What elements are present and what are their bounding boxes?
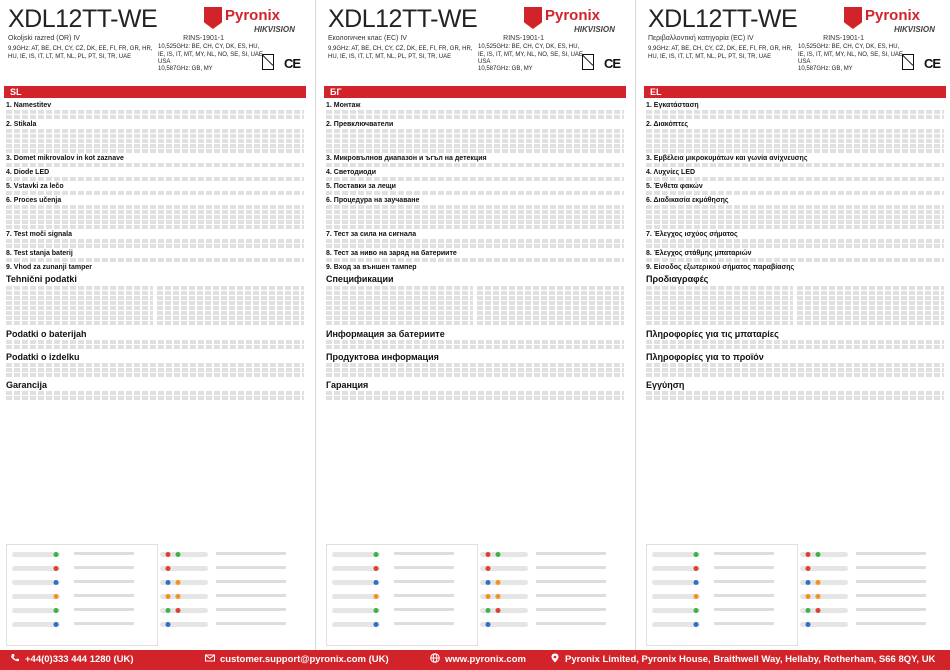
led-row bbox=[160, 552, 286, 557]
led-row bbox=[652, 594, 774, 599]
led-row bbox=[332, 594, 454, 599]
frequency-list-9ghz: 9,9GHz: AT, BE, CH, CY, CZ, DK, EE, FI, FR, GR, HR, HU, IE, IS, IT, LT, MT, NL, PL, PT, SI, TR, UAE bbox=[648, 46, 793, 60]
text-block bbox=[6, 177, 304, 181]
text-block bbox=[6, 220, 304, 224]
phone-number: +44(0)333 444 1280 (UK) bbox=[25, 654, 134, 665]
text-block bbox=[646, 144, 944, 148]
language-bar bbox=[4, 86, 306, 98]
led-row bbox=[800, 552, 926, 557]
environmental-class: Περιβαλλοντική κατηγορία (ΕC) IV bbox=[648, 35, 754, 42]
weee-bin-icon bbox=[902, 54, 914, 70]
text-block bbox=[326, 191, 624, 195]
language-code: SL bbox=[10, 87, 22, 97]
address: Pyronix Limited, Pyronix House, Braithwell Way, Hellaby, Rotherham, S66 8QY, UK bbox=[565, 654, 936, 665]
led-row bbox=[800, 608, 926, 613]
environmental-class: Okoljski razred (OR) IV bbox=[8, 35, 80, 42]
text-block bbox=[646, 215, 944, 219]
text-block bbox=[646, 368, 944, 372]
text-block bbox=[6, 115, 304, 119]
text-block bbox=[326, 139, 624, 143]
text-block bbox=[157, 296, 304, 300]
text-block bbox=[646, 316, 793, 320]
led-row bbox=[652, 622, 774, 627]
text-block bbox=[477, 286, 624, 290]
product-title: XDL12TT-WE bbox=[8, 5, 158, 33]
led-sequence-right bbox=[478, 546, 628, 646]
section-heading: 9. Вход за външен тампер bbox=[326, 264, 417, 271]
brand-name: Pyronix bbox=[545, 7, 601, 24]
text-block bbox=[477, 311, 624, 315]
column-divider bbox=[635, 0, 636, 650]
text-block bbox=[6, 363, 304, 367]
frequency-list-10525: 10,525GHz: BE, CH, CY, DK, ES, HU, IE, IS, IT, MT, MY, NL, NO, SE, SI, UAE, USA bbox=[158, 44, 265, 65]
text-block bbox=[6, 258, 304, 262]
footer-address bbox=[550, 650, 935, 670]
led-row bbox=[332, 608, 454, 613]
led-sequence-left bbox=[332, 546, 472, 646]
text-block bbox=[646, 321, 793, 325]
text-block bbox=[326, 321, 473, 325]
led-row bbox=[480, 580, 606, 585]
text-block bbox=[6, 286, 153, 290]
text-block bbox=[326, 296, 473, 300]
text-block bbox=[646, 220, 944, 224]
led-sequence-right bbox=[798, 546, 948, 646]
language-code: EL bbox=[650, 87, 662, 97]
ce-mark-icon: CE bbox=[923, 56, 940, 71]
led-sequence-left bbox=[652, 546, 792, 646]
section-heading: 5. Vstavki za lečo bbox=[6, 183, 64, 190]
text-block bbox=[326, 391, 624, 395]
brand-name: Pyronix bbox=[865, 7, 921, 24]
rins-code: RINS-1901-1 bbox=[503, 35, 544, 42]
text-block bbox=[646, 286, 793, 290]
text-block bbox=[646, 110, 944, 114]
text-block bbox=[477, 306, 624, 310]
brand-name: Pyronix bbox=[225, 7, 281, 24]
spec-heading: Προδιαγραφές bbox=[646, 274, 709, 284]
led-row bbox=[652, 552, 774, 557]
text-block bbox=[646, 149, 944, 153]
section-heading: 4. Светодиоди bbox=[326, 169, 377, 176]
section-heading: 3. Εμβέλεια μικροκυμάτων και γωνία ανίχνευσης bbox=[646, 155, 808, 162]
section-heading: 7. Έλεγχος ισχύος σήματος bbox=[646, 231, 738, 238]
text-block bbox=[326, 286, 473, 290]
text-block bbox=[326, 373, 624, 377]
frequency-list-10525: 10,525GHz: BE, CH, CY, DK, ES, HU, IE, IS, IT, MT, MY, NL, NO, SE, SI, UAE, USA bbox=[478, 44, 585, 65]
led-row bbox=[12, 608, 134, 613]
text-block bbox=[646, 306, 793, 310]
text-block bbox=[157, 301, 304, 305]
column-el bbox=[640, 0, 950, 650]
footer-web[interactable] bbox=[430, 650, 526, 670]
location-icon bbox=[550, 653, 560, 663]
text-block bbox=[646, 205, 944, 209]
website: www.pyronix.com bbox=[445, 654, 526, 665]
led-row bbox=[800, 622, 926, 627]
led-diagram bbox=[6, 546, 304, 646]
column-divider bbox=[315, 0, 316, 650]
phone-icon bbox=[10, 653, 20, 663]
ce-mark-icon: CE bbox=[603, 56, 620, 71]
text-block bbox=[326, 215, 624, 219]
text-block bbox=[646, 396, 944, 400]
spec-heading: Tehnični podatki bbox=[6, 274, 77, 284]
text-block bbox=[646, 340, 944, 344]
section-heading: 6. Proces učenja bbox=[6, 197, 62, 204]
text-block bbox=[6, 311, 153, 315]
led-row bbox=[160, 622, 286, 627]
brand-sub: HIKVISION bbox=[574, 25, 615, 34]
led-sequence-right bbox=[158, 546, 308, 646]
text-block bbox=[326, 115, 624, 119]
text-block bbox=[646, 210, 944, 214]
section-heading: 1. Εγκατάσταση bbox=[646, 102, 699, 109]
column-body bbox=[326, 100, 624, 540]
led-row bbox=[332, 552, 454, 557]
text-block bbox=[477, 321, 624, 325]
language-bar bbox=[644, 86, 946, 98]
text-block bbox=[326, 244, 624, 248]
text-block bbox=[326, 368, 624, 372]
text-block bbox=[797, 316, 944, 320]
text-block bbox=[6, 306, 153, 310]
text-block bbox=[326, 210, 624, 214]
text-block bbox=[6, 110, 304, 114]
text-block bbox=[326, 129, 624, 133]
section-heading: 4. Diode LED bbox=[6, 169, 50, 176]
led-row bbox=[12, 622, 134, 627]
column-header bbox=[6, 4, 304, 82]
led-row bbox=[160, 594, 286, 599]
led-row bbox=[652, 580, 774, 585]
product-info-heading: Πληροφορίες για το προϊόν bbox=[646, 352, 764, 362]
email-address: customer.support@pyronix.com (UK) bbox=[220, 654, 389, 665]
text-block bbox=[326, 291, 473, 295]
text-block bbox=[646, 296, 793, 300]
led-row bbox=[800, 580, 926, 585]
text-block bbox=[646, 163, 944, 167]
section-heading: 5. Поставки за лещи bbox=[326, 183, 396, 190]
spec-grid bbox=[326, 285, 624, 326]
text-block bbox=[646, 363, 944, 367]
brand-sub: HIKVISION bbox=[254, 25, 295, 34]
section-heading: 1. Namestitev bbox=[6, 102, 52, 109]
frequency-list-10587: 10,587GHz: GB, MY bbox=[798, 66, 853, 72]
text-block bbox=[646, 301, 793, 305]
text-block bbox=[326, 239, 624, 243]
text-block bbox=[157, 321, 304, 325]
email-icon bbox=[205, 653, 215, 663]
spec-heading: Спецификации bbox=[326, 274, 394, 284]
led-row bbox=[480, 622, 606, 627]
section-heading: 3. Микровълнов диапазон и ъгъл на детекция bbox=[326, 155, 487, 162]
text-block bbox=[646, 225, 944, 229]
led-diagram bbox=[326, 546, 624, 646]
text-block bbox=[646, 139, 944, 143]
text-block bbox=[646, 244, 944, 248]
section-heading: 5. Ένθετα φακών bbox=[646, 183, 703, 190]
frequency-list-10587: 10,587GHz: GB, MY bbox=[158, 66, 213, 72]
led-row bbox=[332, 622, 454, 627]
led-row bbox=[800, 594, 926, 599]
text-block bbox=[6, 210, 304, 214]
warranty-heading: Гаранция bbox=[326, 380, 369, 390]
section-heading: 8. Тест за ниво на заряд на батериите bbox=[326, 250, 457, 257]
text-block bbox=[6, 129, 304, 133]
footer-phone[interactable] bbox=[10, 650, 134, 670]
text-block bbox=[6, 149, 304, 153]
text-block bbox=[6, 225, 304, 229]
warranty-heading: Garancija bbox=[6, 380, 48, 390]
text-block bbox=[6, 301, 153, 305]
led-row bbox=[160, 608, 286, 613]
text-block bbox=[326, 340, 624, 344]
text-block bbox=[326, 149, 624, 153]
text-block bbox=[797, 296, 944, 300]
text-block bbox=[6, 345, 304, 349]
text-block bbox=[797, 321, 944, 325]
text-block bbox=[6, 296, 153, 300]
text-block bbox=[6, 244, 304, 248]
frequency-list-10587: 10,587GHz: GB, MY bbox=[478, 66, 533, 72]
led-row bbox=[12, 594, 134, 599]
text-block bbox=[646, 134, 944, 138]
brand-sub: HIKVISION bbox=[894, 25, 935, 34]
led-row bbox=[12, 566, 134, 571]
text-block bbox=[6, 340, 304, 344]
text-block bbox=[326, 163, 624, 167]
text-block bbox=[646, 291, 793, 295]
language-code: БГ bbox=[330, 87, 342, 97]
text-block bbox=[326, 134, 624, 138]
text-block bbox=[646, 115, 944, 119]
text-block bbox=[797, 306, 944, 310]
text-block bbox=[326, 316, 473, 320]
column-body bbox=[6, 100, 304, 540]
section-heading: 7. Тест за сила на сигнала bbox=[326, 231, 417, 238]
text-block bbox=[646, 345, 944, 349]
frequency-list-9ghz: 9,9GHz: AT, BE, CH, CY, CZ, DK, EE, FI, FR, GR, HR, HU, IE, IS, IT, LT, MT, NL, PL, PT, SI, TR, UAE bbox=[8, 46, 153, 60]
pyronix-shield-icon bbox=[524, 7, 542, 29]
section-heading: 3. Domet mikrovalov in kot zaznave bbox=[6, 155, 124, 162]
pyronix-shield-icon bbox=[844, 7, 862, 29]
text-block bbox=[326, 225, 624, 229]
text-block bbox=[326, 220, 624, 224]
section-heading: 2. Διακόπτες bbox=[646, 121, 688, 128]
spec-grid bbox=[646, 285, 944, 326]
led-row bbox=[160, 566, 286, 571]
text-block bbox=[326, 258, 624, 262]
text-block bbox=[326, 301, 473, 305]
text-block bbox=[646, 391, 944, 395]
text-block bbox=[157, 286, 304, 290]
column-header bbox=[646, 4, 944, 82]
column-sl bbox=[0, 0, 310, 650]
rins-code: RINS-1901-1 bbox=[183, 35, 224, 42]
text-block bbox=[6, 391, 304, 395]
text-block bbox=[326, 110, 624, 114]
section-heading: 4. Λυχνίες LED bbox=[646, 169, 696, 176]
text-block bbox=[157, 316, 304, 320]
text-block bbox=[157, 311, 304, 315]
text-block bbox=[646, 258, 944, 262]
section-heading: 9. Vhod za zunanji tamper bbox=[6, 264, 92, 271]
section-heading: 6. Διαδικασία εκμάθησης bbox=[646, 197, 729, 204]
text-block bbox=[6, 139, 304, 143]
led-row bbox=[12, 580, 134, 585]
text-block bbox=[797, 291, 944, 295]
product-title: XDL12TT-WE bbox=[648, 5, 798, 33]
section-heading: 2. Stikala bbox=[6, 121, 37, 128]
text-block bbox=[646, 239, 944, 243]
globe-icon bbox=[430, 653, 440, 663]
text-block bbox=[646, 129, 944, 133]
text-block bbox=[326, 311, 473, 315]
battery-heading: Podatki o baterijah bbox=[6, 329, 87, 339]
text-block bbox=[646, 311, 793, 315]
section-heading: 8. Test stanja baterij bbox=[6, 250, 73, 257]
text-block bbox=[6, 205, 304, 209]
text-block bbox=[797, 286, 944, 290]
text-block bbox=[6, 396, 304, 400]
frequency-list-10525: 10,525GHz: BE, CH, CY, DK, ES, HU, IE, IS, IT, MT, MY, NL, NO, SE, SI, UAE, USA bbox=[798, 44, 905, 65]
text-block bbox=[326, 205, 624, 209]
led-row bbox=[160, 580, 286, 585]
column-body bbox=[646, 100, 944, 540]
led-row bbox=[800, 566, 926, 571]
section-heading: 1. Монтаж bbox=[326, 102, 361, 109]
led-row bbox=[652, 566, 774, 571]
language-bar bbox=[324, 86, 626, 98]
section-heading: 8. Έλεγχος στάθμης μπαταριών bbox=[646, 250, 752, 257]
environmental-class: Екологичен клас (ЕС) IV bbox=[328, 35, 407, 42]
text-block bbox=[326, 363, 624, 367]
section-heading: 6. Процедура на заучаване bbox=[326, 197, 420, 204]
text-block bbox=[6, 291, 153, 295]
section-heading: 7. Test moči signala bbox=[6, 231, 73, 238]
text-block bbox=[157, 306, 304, 310]
text-block bbox=[326, 396, 624, 400]
led-row bbox=[480, 552, 606, 557]
text-block bbox=[326, 177, 624, 181]
text-block bbox=[646, 177, 944, 181]
spec-grid bbox=[6, 285, 304, 326]
column-bg bbox=[320, 0, 630, 650]
text-block bbox=[6, 163, 304, 167]
led-row bbox=[332, 566, 454, 571]
text-block bbox=[477, 316, 624, 320]
product-info-heading: Podatki o izdelku bbox=[6, 352, 80, 362]
section-heading: 9. Είσοδος εξωτερικού σήματος παραβίασης bbox=[646, 264, 795, 271]
text-block bbox=[797, 301, 944, 305]
warranty-heading: Εγγύηση bbox=[646, 380, 685, 390]
text-block bbox=[157, 291, 304, 295]
led-row bbox=[480, 608, 606, 613]
text-block bbox=[797, 311, 944, 315]
column-header bbox=[326, 4, 624, 82]
text-block bbox=[326, 345, 624, 349]
text-block bbox=[326, 306, 473, 310]
footer-bar bbox=[0, 650, 950, 670]
section-heading: 2. Превключватели bbox=[326, 121, 394, 128]
led-sequence-left bbox=[12, 546, 152, 646]
rins-code: RINS-1901-1 bbox=[823, 35, 864, 42]
pyronix-shield-icon bbox=[204, 7, 222, 29]
text-block bbox=[477, 291, 624, 295]
text-block bbox=[6, 239, 304, 243]
weee-bin-icon bbox=[582, 54, 594, 70]
text-block bbox=[6, 144, 304, 148]
text-block bbox=[6, 134, 304, 138]
ce-mark-icon: CE bbox=[283, 56, 300, 71]
text-block bbox=[6, 191, 304, 195]
led-row bbox=[12, 552, 134, 557]
text-block bbox=[6, 321, 153, 325]
text-block bbox=[6, 368, 304, 372]
text-block bbox=[646, 373, 944, 377]
battery-heading: Πληροφορίες για τις μπαταρίες bbox=[646, 329, 779, 339]
led-diagram bbox=[646, 546, 944, 646]
text-block bbox=[477, 301, 624, 305]
led-row bbox=[652, 608, 774, 613]
led-row bbox=[332, 580, 454, 585]
product-info-heading: Продуктова информация bbox=[326, 352, 439, 362]
text-block bbox=[326, 144, 624, 148]
text-block bbox=[646, 191, 944, 195]
text-block bbox=[6, 316, 153, 320]
product-title: XDL12TT-WE bbox=[328, 5, 478, 33]
text-block bbox=[477, 296, 624, 300]
footer-email[interactable] bbox=[205, 650, 389, 670]
weee-bin-icon bbox=[262, 54, 274, 70]
text-block bbox=[6, 215, 304, 219]
battery-heading: Информация за батериите bbox=[326, 329, 445, 339]
led-row bbox=[480, 566, 606, 571]
led-row bbox=[480, 594, 606, 599]
frequency-list-9ghz: 9,9GHz: AT, BE, CH, CY, CZ, DK, EE, FI, FR, GR, HR, HU, IE, IS, IT, LT, MT, NL, PL, PT, SI, TR, UAE bbox=[328, 46, 473, 60]
text-block bbox=[6, 373, 304, 377]
